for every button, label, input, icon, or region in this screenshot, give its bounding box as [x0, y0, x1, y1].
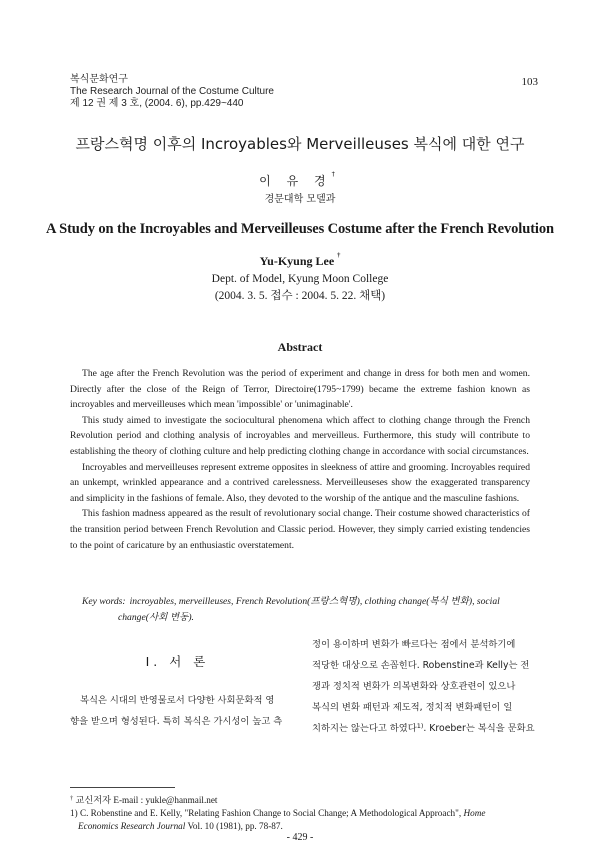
korean-author-name: 이 유 경: [259, 174, 332, 188]
korean-affiliation: 경문대학 모델과: [264, 194, 336, 205]
journal-english-name: The Research Journal of the Costume Culture: [70, 86, 274, 97]
journal-korean-name: 복식문화연구: [70, 74, 128, 85]
author-mark: †: [70, 795, 74, 802]
body-line: 복식의 변화 패턴과 제도적, 정치적 변화패턴이 일: [312, 702, 513, 713]
journal-header: [70, 74, 274, 110]
submission-dates: (2004. 3. 5. 접수 : 2004. 5. 22. 채택): [214, 290, 386, 302]
body-line: 복식은 시대의 반영물로서 다양한 사회문화적 영: [80, 695, 275, 706]
abstract-heading: Abstract: [277, 340, 323, 354]
reference-1: [70, 807, 532, 820]
english-author: [0, 254, 600, 269]
body-line: 적당한 대상으로 손꼽힌다. Robenstine과 Kelly는 전: [312, 660, 530, 671]
reference-1-details: Vol. 10 (1981), pp. 78-87.: [187, 821, 283, 831]
korean-author: [0, 172, 600, 189]
body-line: 정이 용이하며 변화가 빠르다는 점에서 분석하기에: [312, 639, 516, 650]
reference-marker: 1): [416, 722, 424, 730]
header-page-number: 103: [521, 76, 538, 88]
abstract-paragraph: The age after the French Revolution was the period of experiment and change in dress for both men and women. Directly after the close of the Reign of Terror, Directoire(1795~1799) became the extreme fashion known as incroyables and merveilleuses which mean 'impossible' or 'unimaginable'.: [70, 368, 530, 411]
english-author-name: Yu-Kyung Lee: [259, 254, 335, 268]
body-text: 치하지는 않는다고 하였다: [312, 723, 417, 734]
abstract-paragraph: Incroyables and merveilleuses represent extreme opposites in sleekness of attire and grooming. Incroyables required an unkempt, wrinkled appearance and a contrived carelessness. Merveilleuseses show the exaggerated transparency and simplicity in the fashions of female. Also, they devoted to the worship of the antique and the masculine fashions.: [70, 461, 530, 504]
author-email: 교신저자 E-mail : yukle@hanmail.net: [75, 795, 218, 805]
korean-title: 프랑스혁명 이후의 Incroyables와 Merveilleuses 복식에 대한 연구: [75, 135, 525, 153]
abstract-body: [70, 366, 530, 553]
body-text: . Kroeber는 복식을 문화요: [423, 723, 535, 734]
english-affiliation: Dept. of Model, Kyung Moon College: [211, 273, 389, 285]
korean-author-mark: †: [331, 170, 341, 178]
keywords-line-2: change(사회 변동).: [118, 612, 194, 623]
body-line-with-reference: [312, 718, 535, 739]
volume-info: 제 12 권 제 3 호, (2004. 6), pp.429~440: [70, 98, 244, 109]
english-author-mark: †: [337, 252, 341, 259]
section-title-introduction: Ⅰ. 서 론: [145, 654, 210, 669]
body-right-column: [312, 634, 535, 739]
footnote-divider: [70, 787, 175, 788]
reference-1-journal-cont: Economics Research Journal: [78, 821, 186, 831]
abstract-paragraph: This fashion madness appeared as the result of revolutionary social change. Their costume showed characteristics of the transition period between French Revolution and Classic period. However, they simply carried existing tendencies to the point of caricature by an enthusiastic overstatement.: [70, 508, 530, 551]
body-line: 쟁과 정치적 변화가 의복변화와 상호관련이 있으나: [312, 681, 516, 692]
keywords: [82, 594, 532, 626]
footer-page-number: - 429 -: [286, 832, 314, 843]
english-affiliation-block: [0, 271, 600, 305]
keywords-label: Key words:: [82, 596, 126, 607]
abstract-paragraph: This study aimed to investigate the sociocultural phenomena which affect to clothing change through the French Revolution period and clothing analysis of incroyables and merveilleus. Furthermore, this study will contribute to establishing the theory of clothing culture and help predicting clothing change in accordance with social circumstances.: [70, 414, 530, 457]
body-line: 향을 받으며 형성된다. 특히 복식은 가시성이 높고 측: [70, 716, 283, 727]
keywords-line-1: incroyables, merveilleuses, French Revolution(프랑스혁명), clothing change(복식 변화), social: [129, 596, 500, 607]
footnotes: [70, 794, 532, 833]
reference-1-text: 1) C. Robenstine and E. Kelly, "Relating Fashion Change to Social Change; A Methodological Approach",: [70, 808, 462, 818]
reference-1-journal: Home: [463, 808, 486, 818]
corresponding-author-note: [70, 794, 532, 807]
english-title: A Study on the Incroyables and Merveilleuses Costume after the French Revolution: [46, 221, 554, 237]
body-left-column: [70, 690, 292, 732]
